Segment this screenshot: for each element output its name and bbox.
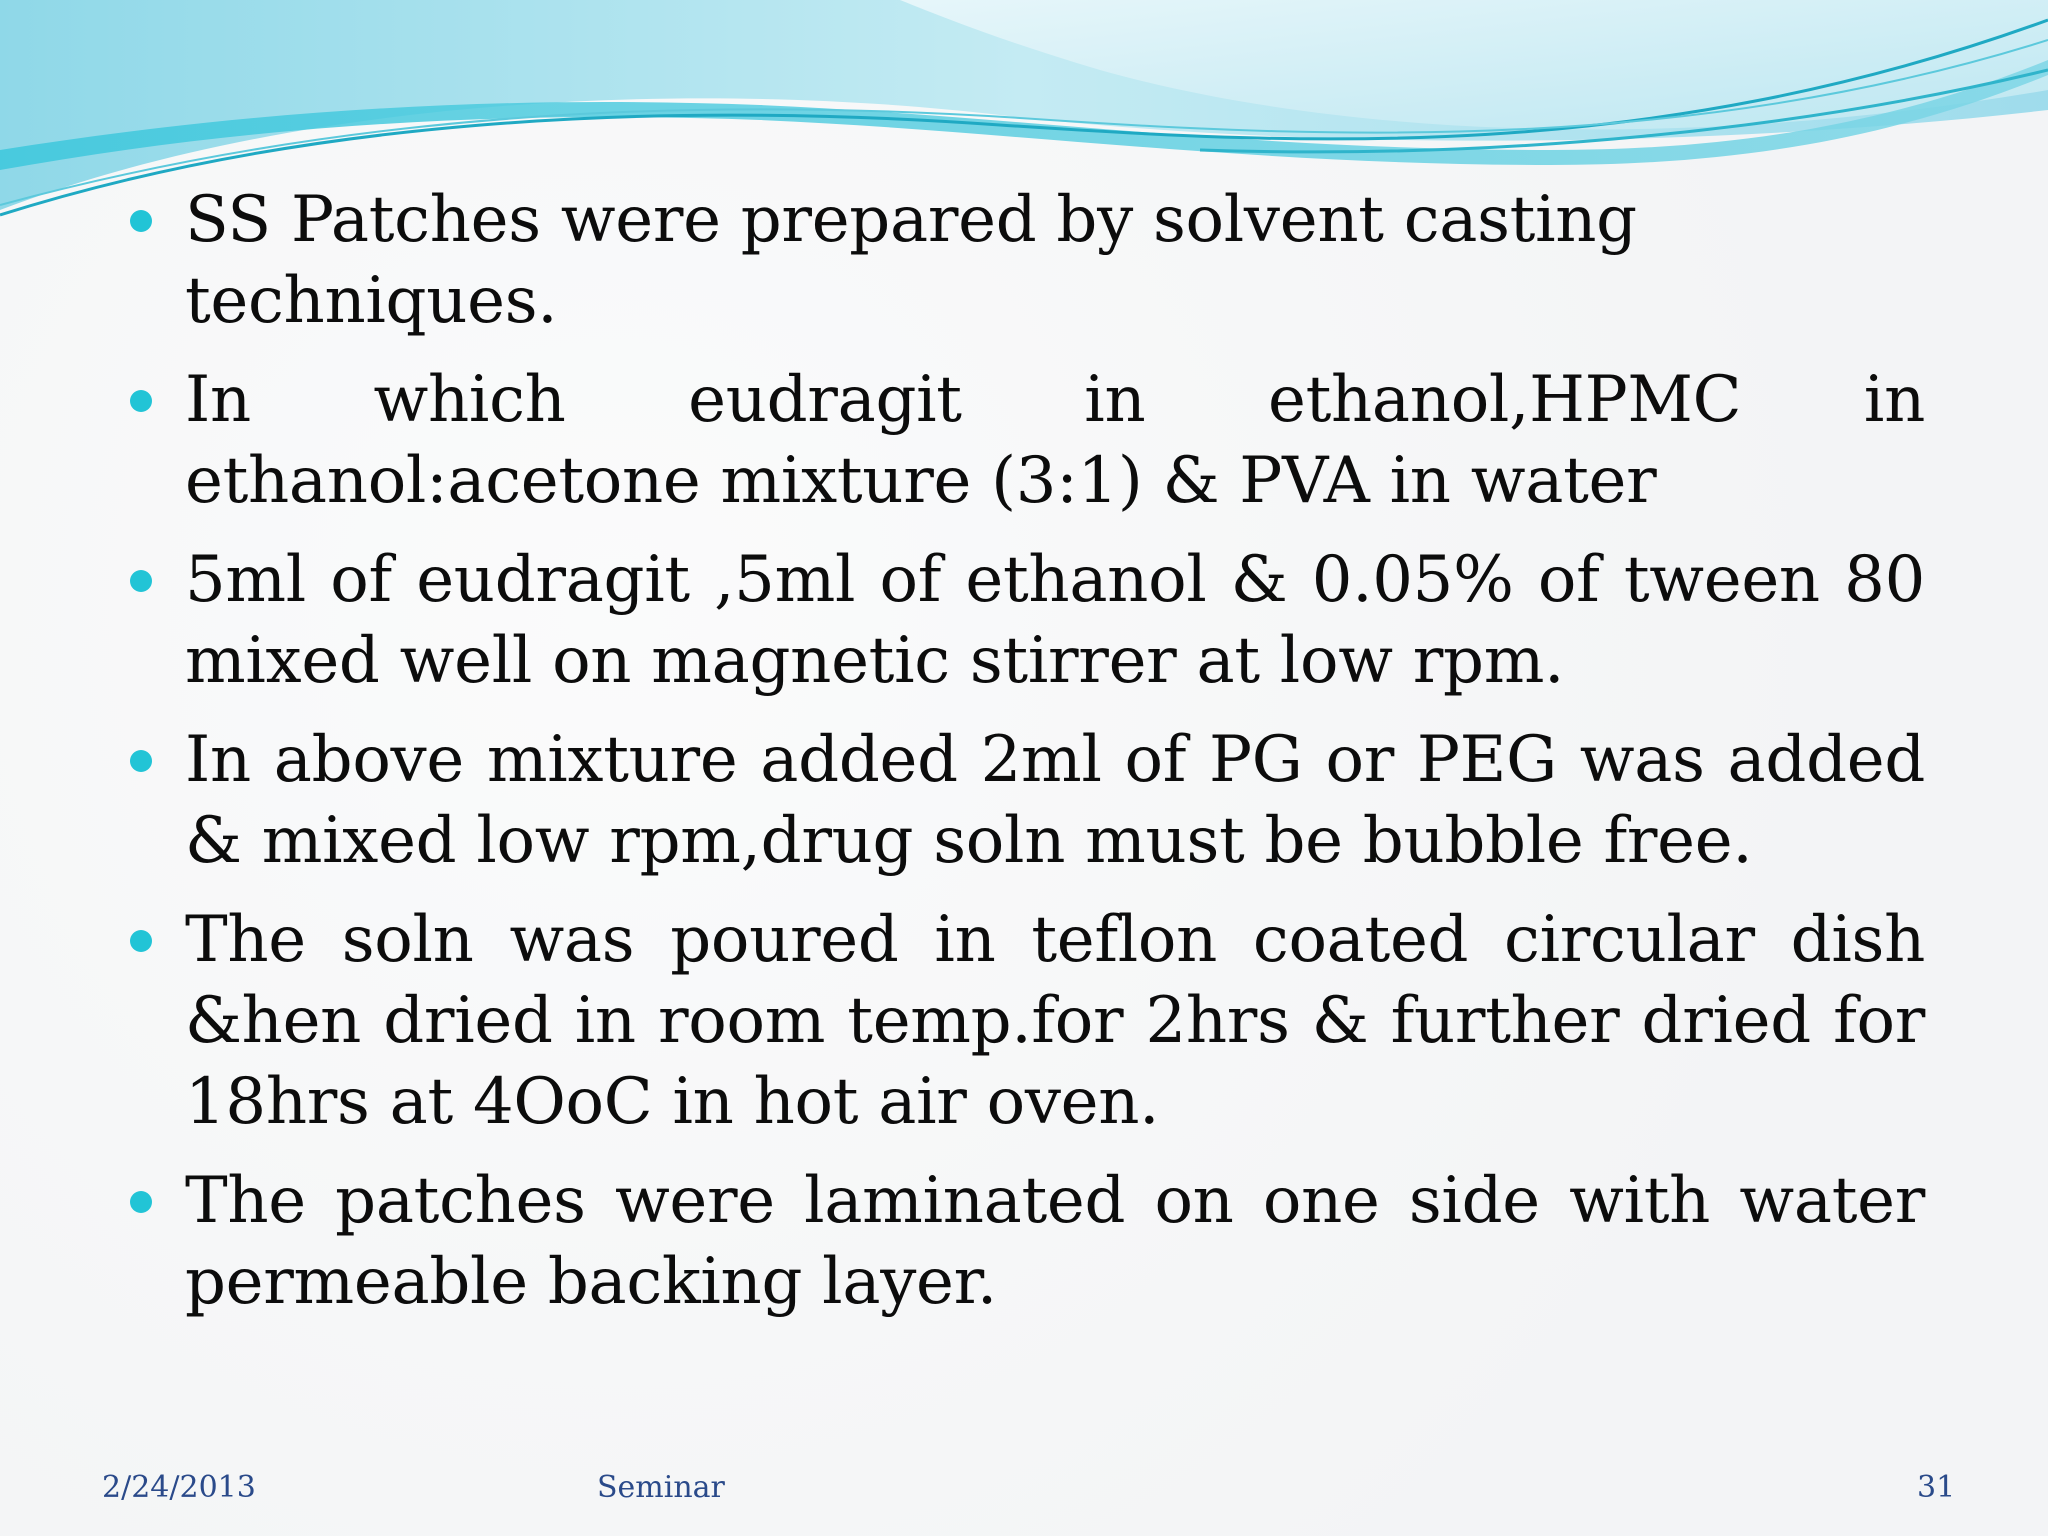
bullet-item [130, 180, 1925, 342]
bullet-dot-icon [130, 930, 152, 952]
bullet-dot-icon [130, 390, 152, 412]
bullet-item [130, 900, 1925, 1143]
footer-title: Seminar [597, 1470, 725, 1505]
bullet-item [130, 1161, 1925, 1323]
bullet-dot-icon [130, 210, 152, 232]
bullet-item [130, 360, 1925, 522]
slide-number: 31 [1917, 1470, 1956, 1505]
footer-date: 2/24/2013 [102, 1470, 256, 1505]
bullet-item [130, 540, 1925, 702]
bullet-content [130, 180, 1925, 1341]
bullet-text: SS Patches were prepared by solvent casting techniques. [185, 183, 1637, 338]
bullet-text: The soln was poured in teflon coated circular dish &hen dried in room temp.for 2hrs & further dried for 18hrs at 4OoC in hot air oven. [185, 903, 1925, 1139]
bullet-item [130, 720, 1925, 882]
bullet-text: 5ml of eudragit ,5ml of ethanol & 0.05% of tween 80 mixed well on magnetic stirrer at low rpm. [185, 543, 1925, 698]
bullet-dot-icon [130, 570, 152, 592]
bullet-dot-icon [130, 750, 152, 772]
bullet-text: In which eudragit in ethanol,HPMC in ethanol:acetone mixture (3:1) & PVA in water [185, 363, 1925, 518]
bullet-text: In above mixture added 2ml of PG or PEG was added & mixed low rpm,drug soln must be bubble free. [185, 723, 1925, 878]
bullet-list [130, 180, 1925, 1323]
bullet-text: The patches were laminated on one side with water permeable backing layer. [185, 1164, 1925, 1319]
bullet-dot-icon [130, 1191, 152, 1213]
